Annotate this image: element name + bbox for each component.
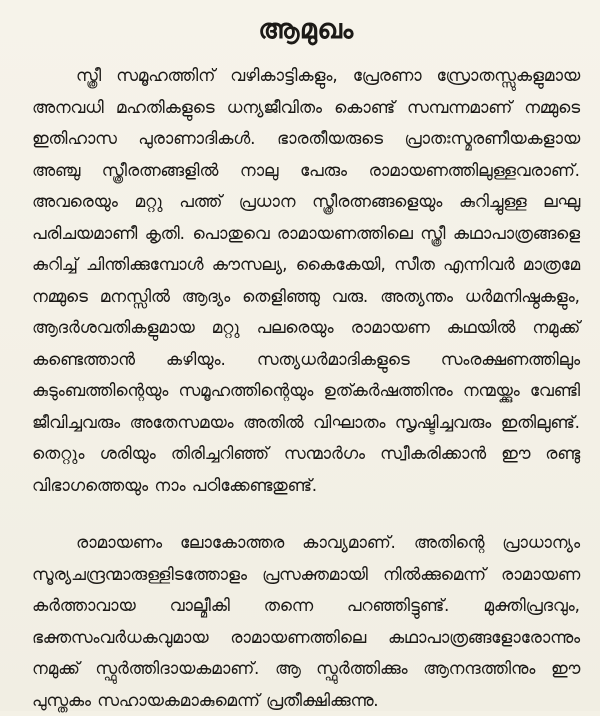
page-title: ആമുഖം — [258, 14, 354, 45]
paragraph-2: രാമായണം ലോകോത്തര കാവ്യമാണ്. അതിന്റെ പ്രാധാന്യം സൂര്യചന്ദ്രന്മാരുള്ളിടത്തോളം പ്രസക്തമായി നിൽക്കുമെന്ന് രാമായണ കർത്താവായ വാല്മീകി തന്നെ പറഞ്ഞിട്ടുണ്ട്. മുക്തിപ്രദവും, ഭക്തസംവർധകവുമായ രാമായണത്തിലെ കഥാപാത്രങ്ങളോരോന്നും നമുക്ക് സ്ഫുർത്തിദായകമാണ്. ആ സ്ഫുർത്തിക്കും ആനന്ദത്തിനും ഈ പുസ്തകം സഹായകമാകുമെന്ന് പ്രതീക്ഷിക്കുന്നു. — [32, 532, 580, 710]
paragraph-1: സ്ത്രീ സമൂഹത്തിന് വഴികാട്ടികളും, പ്രേരണാ സ്രോതസ്സുകളുമായ അനവധി മഹതികളുടെ ധന്യജീവിതം കൊണ്ട് സമ്പന്നമാണ് നമ്മുടെ ഇതിഹാസ പുരാണാദികൾ. ഭാരതീയരുടെ പ്രാതഃസ്മരണീയകളായ അഞ്ചു സ്ത്രീരത്നങ്ങളിൽ നാലു പേരും രാമായണത്തിലുള്ളവരാണ്. അവരെയും മറ്റു പത്ത് പ്രധാന സ്ത്രീരത്നങ്ങളെയും കുറിച്ചുള്ള ലഘു പരിചയമാണീ കൃതി. പൊതുവെ രാമായണത്തിലെ സ്ത്രീ കഥാപാത്രങ്ങളെ കുറിച്ച് ചിന്തിക്കുമ്പോൾ കൗസല്യ, കൈകേയി, സീത എന്നിവർ മാത്രമേ നമ്മുടെ മനസ്സിൽ ആദ്യം തെളിഞ്ഞു വരു. അത്യന്തം ധർമനിഷ്ഠകളും, ആദർശവതികളുമായ മറ്റു പലരെയും രാമായണ കഥയിൽ നമുക്ക് കണ്ടെത്താൻ കഴിയും. സത്യധർമാദികളുടെ സംരക്ഷണത്തിലും കുടുംബത്തിന്റെയും സമൂഹത്തിന്റെയും ഉത്കർഷത്തിനും നന്മയ്ക്കും വേണ്ടി ജീവിച്ചവരും അതേസമയം അതിൽ വിഘാതം സൃഷ്ടിച്ചവരും ഇതിലുണ്ട്. തെറ്റും ശരിയും തിരിച്ചറിഞ്ഞ് സന്മാർഗം സ്വീകരിക്കാൻ ഈ രണ്ടു വിഭാഗത്തെയും നാം പഠിക്കേണ്ടതുണ്ട്. — [32, 65, 580, 495]
